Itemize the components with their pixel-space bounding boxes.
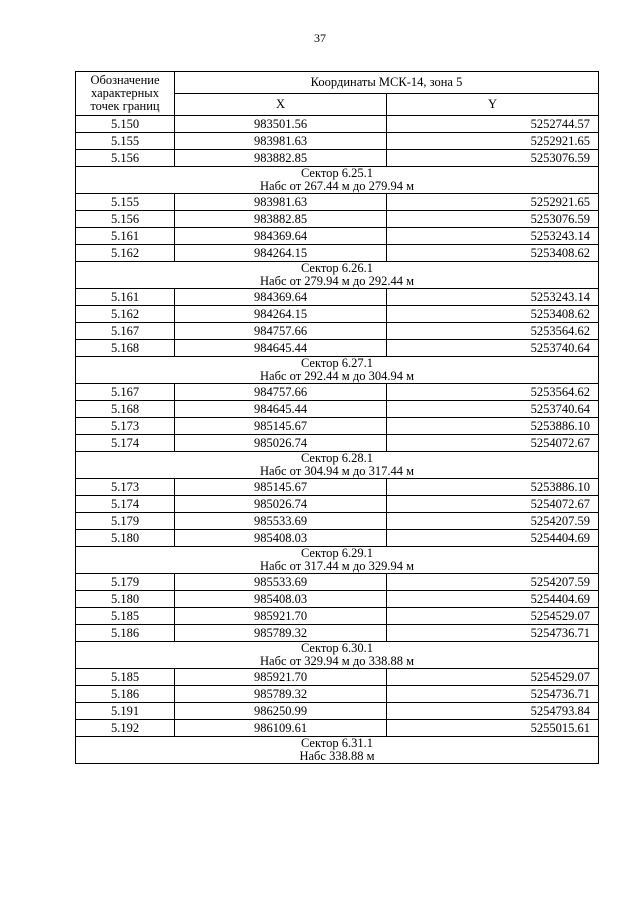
y-coordinate-cell: 5253740.64 [387, 401, 599, 418]
y-coordinate-cell: 5254793.84 [387, 703, 599, 720]
coordinates-table-body [76, 72, 599, 764]
point-code-cell: 5.168 [76, 340, 175, 357]
point-code-cell: 5.156 [76, 211, 175, 228]
point-code-cell: 5.161 [76, 289, 175, 306]
point-code-cell: 5.185 [76, 608, 175, 625]
x-coordinate-cell: 983882.85 [175, 211, 387, 228]
y-coordinate-cell: 5253243.14 [387, 289, 599, 306]
table-row [76, 530, 599, 547]
sector-title: Сектор 6.30.1 [300, 641, 374, 655]
table-row [76, 496, 599, 513]
y-coordinate-cell: 5254072.67 [387, 496, 599, 513]
point-code-cell: 5.173 [76, 418, 175, 435]
coordinates-title-header: Координаты МСК-14, зона 5 [175, 72, 599, 94]
y-coordinate-cell: 5253076.59 [387, 211, 599, 228]
table-row [76, 401, 599, 418]
sector-row [76, 357, 599, 384]
sector-header-cell [76, 547, 599, 574]
sector-header-cell [76, 167, 599, 194]
table-row [76, 591, 599, 608]
point-code-cell: 5.168 [76, 401, 175, 418]
point-code-cell: 5.155 [76, 194, 175, 211]
sector-height-range: Набс от 279.94 м до 292.44 м [260, 274, 414, 288]
point-code-cell: 5.155 [76, 133, 175, 150]
sector-title: Сектор 6.28.1 [300, 451, 374, 465]
y-coordinate-cell: 5253564.62 [387, 323, 599, 340]
x-coordinate-cell: 984369.64 [175, 228, 387, 245]
y-coordinate-cell: 5254207.59 [387, 574, 599, 591]
table-row [76, 133, 599, 150]
sector-title: Сектор 6.27.1 [300, 356, 374, 370]
sector-row [76, 262, 599, 289]
sector-row [76, 547, 599, 574]
sector-title: Сектор 6.26.1 [300, 261, 374, 275]
table-row [76, 574, 599, 591]
x-coordinate-cell: 984757.66 [175, 323, 387, 340]
table-row [76, 435, 599, 452]
table-row [76, 245, 599, 262]
y-coordinate-cell: 5254529.07 [387, 608, 599, 625]
point-code-cell: 5.180 [76, 591, 175, 608]
y-coordinate-cell: 5252744.57 [387, 116, 599, 133]
coordinates-table [75, 71, 599, 764]
x-coordinate-cell: 985408.03 [175, 591, 387, 608]
point-code-cell: 5.173 [76, 479, 175, 496]
x-coordinate-cell: 984645.44 [175, 401, 387, 418]
y-coordinate-cell: 5254404.69 [387, 530, 599, 547]
table-row [76, 384, 599, 401]
table-row [76, 513, 599, 530]
table-row [76, 703, 599, 720]
table-row [76, 323, 599, 340]
point-code-cell: 5.185 [76, 669, 175, 686]
x-coordinate-cell: 985145.67 [175, 479, 387, 496]
sector-header-cell [76, 737, 599, 764]
sector-height-range: Набс от 267.44 м до 279.94 м [260, 179, 414, 193]
y-coordinate-cell: 5253564.62 [387, 384, 599, 401]
table-row [76, 340, 599, 357]
x-coordinate-cell: 984757.66 [175, 384, 387, 401]
x-coordinate-cell: 985789.32 [175, 686, 387, 703]
x-coordinate-cell: 983501.56 [175, 116, 387, 133]
sector-title: Сектор 6.25.1 [300, 166, 374, 180]
point-code-cell: 5.150 [76, 116, 175, 133]
x-header: X [175, 94, 387, 116]
point-code-cell: 5.162 [76, 245, 175, 262]
sector-height-range: Набс от 292.44 м до 304.94 м [260, 369, 414, 383]
x-coordinate-cell: 983981.63 [175, 194, 387, 211]
point-code-header: Обозначение характерных точек границ [76, 72, 175, 116]
x-coordinate-cell: 985921.70 [175, 669, 387, 686]
table-row [76, 479, 599, 496]
x-coordinate-cell: 985026.74 [175, 435, 387, 452]
x-coordinate-cell: 984369.64 [175, 289, 387, 306]
point-code-cell: 5.191 [76, 703, 175, 720]
x-coordinate-cell: 985789.32 [175, 625, 387, 642]
table-row [76, 211, 599, 228]
table-row [76, 608, 599, 625]
sector-row [76, 167, 599, 194]
point-code-cell: 5.179 [76, 513, 175, 530]
table-row [76, 150, 599, 167]
table-row [76, 669, 599, 686]
x-coordinate-cell: 984264.15 [175, 306, 387, 323]
table-row [76, 686, 599, 703]
point-code-cell: 5.179 [76, 574, 175, 591]
x-coordinate-cell: 984264.15 [175, 245, 387, 262]
sector-title: Сектор 6.31.1 [300, 736, 374, 750]
x-coordinate-cell: 985533.69 [175, 574, 387, 591]
sector-height-range: Набс от 317.44 м до 329.94 м [260, 559, 414, 573]
point-code-cell: 5.162 [76, 306, 175, 323]
y-coordinate-cell: 5254736.71 [387, 686, 599, 703]
point-code-cell: 5.186 [76, 686, 175, 703]
point-code-cell: 5.192 [76, 720, 175, 737]
sector-title: Сектор 6.29.1 [300, 546, 374, 560]
table-row [76, 625, 599, 642]
y-coordinate-cell: 5253408.62 [387, 306, 599, 323]
table-row [76, 194, 599, 211]
point-code-cell: 5.174 [76, 496, 175, 513]
table-row [76, 306, 599, 323]
page-number: 37 [314, 31, 326, 45]
sector-row [76, 642, 599, 669]
point-code-cell: 5.167 [76, 384, 175, 401]
sector-height-range: Набс 338.88 м [299, 749, 375, 763]
y-coordinate-cell: 5254736.71 [387, 625, 599, 642]
y-coordinate-cell: 5253243.14 [387, 228, 599, 245]
y-coordinate-cell: 5254529.07 [387, 669, 599, 686]
sector-header-cell [76, 357, 599, 384]
y-coordinate-cell: 5253886.10 [387, 418, 599, 435]
x-coordinate-cell: 985145.67 [175, 418, 387, 435]
table-row [76, 720, 599, 737]
y-coordinate-cell: 5254072.67 [387, 435, 599, 452]
point-code-cell: 5.174 [76, 435, 175, 452]
sector-header-cell [76, 642, 599, 669]
sector-header-cell [76, 262, 599, 289]
sector-height-range: Набс от 329.94 м до 338.88 м [260, 654, 414, 668]
y-coordinate-cell: 5252921.65 [387, 133, 599, 150]
point-code-cell: 5.156 [76, 150, 175, 167]
x-coordinate-cell: 983882.85 [175, 150, 387, 167]
y-coordinate-cell: 5253740.64 [387, 340, 599, 357]
y-coordinate-cell: 5255015.61 [387, 720, 599, 737]
y-coordinate-cell: 5253886.10 [387, 479, 599, 496]
sector-height-range: Набс от 304.94 м до 317.44 м [260, 464, 414, 478]
table-row [76, 116, 599, 133]
y-coordinate-cell: 5253076.59 [387, 150, 599, 167]
sector-row [76, 737, 599, 764]
table-row [76, 289, 599, 306]
table-row [76, 228, 599, 245]
x-coordinate-cell: 985921.70 [175, 608, 387, 625]
point-code-cell: 5.167 [76, 323, 175, 340]
point-code-cell: 5.180 [76, 530, 175, 547]
x-coordinate-cell: 985533.69 [175, 513, 387, 530]
x-coordinate-cell: 984645.44 [175, 340, 387, 357]
table-row [76, 418, 599, 435]
y-coordinate-cell: 5254207.59 [387, 513, 599, 530]
y-coordinate-cell: 5253408.62 [387, 245, 599, 262]
sector-row [76, 452, 599, 479]
x-coordinate-cell: 985408.03 [175, 530, 387, 547]
y-coordinate-cell: 5252921.65 [387, 194, 599, 211]
point-code-cell: 5.161 [76, 228, 175, 245]
y-coordinate-cell: 5254404.69 [387, 591, 599, 608]
x-coordinate-cell: 985026.74 [175, 496, 387, 513]
x-coordinate-cell: 986250.99 [175, 703, 387, 720]
y-header: Y [387, 94, 599, 116]
header-row [76, 72, 599, 94]
x-coordinate-cell: 983981.63 [175, 133, 387, 150]
sector-header-cell [76, 452, 599, 479]
x-coordinate-cell: 986109.61 [175, 720, 387, 737]
point-code-cell: 5.186 [76, 625, 175, 642]
